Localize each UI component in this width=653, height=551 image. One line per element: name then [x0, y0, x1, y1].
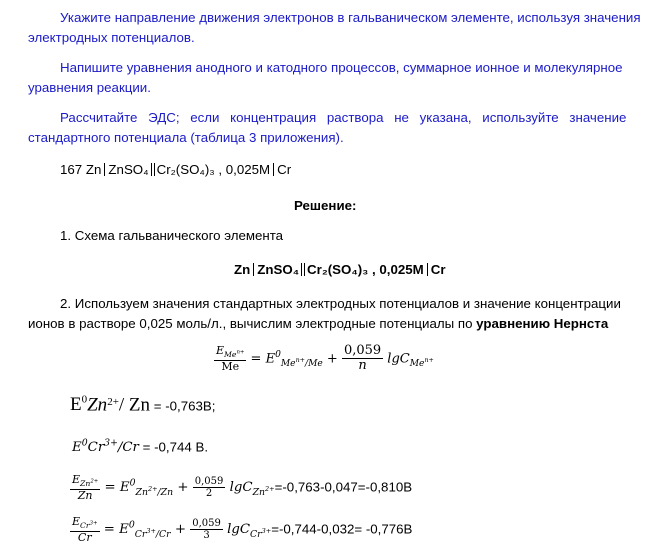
solution-heading: Решение:: [294, 198, 357, 213]
zinc-potential-calc: $\frac{E_{Zn^{2+}}}{Zn}$ = $E^0_{Zn^{2+}/Zn}$ + $\frac{0,059}{2}$ lgC$_{Zn^{2+}}$=-0,763-0,047=-0,810В: [72, 473, 413, 502]
cell-number: 167: [60, 162, 83, 177]
phase-boundary: [253, 263, 254, 276]
zinc-potential-result: =-0,763-0,047=-0,810В: [274, 479, 413, 495]
anode-metal: Zn: [234, 262, 251, 277]
step-1: 1. Схема гальванического элемента: [60, 228, 284, 243]
e0-zinc-line: $E^0Zn^{2+}/$ Zn = -0,763В;: [70, 394, 216, 416]
phase-boundary: [427, 263, 428, 276]
step-2-line-1: 2. Используем значения стандартных электродных потенциалов и значение концентрации: [60, 296, 621, 311]
task-line: электродных потенциалов.: [28, 30, 195, 45]
task-cell-scheme: [60, 162, 291, 177]
step-2-line-2: ионов в растворе 0,025 моль/л., вычислим электродные потенциалы по уравнению Нернста: [28, 316, 609, 331]
cathode-salt: Cr₂(SO₄)₃ , 0,025M: [307, 262, 424, 277]
salt-bridge: [301, 263, 305, 276]
nernst-link-text: уравнению Нернста: [476, 316, 609, 331]
anode-salt: ZnSO₄: [257, 262, 300, 277]
e0-zinc-value: = -0,763В;: [153, 398, 216, 414]
chromium-potential-result: =-0,744-0,032= -0,776В: [271, 521, 413, 537]
cathode-metal: Cr: [277, 162, 292, 177]
phase-boundary: [273, 163, 274, 176]
anode-metal: Zn: [85, 162, 102, 177]
cathode-salt: Cr₂(SO₄)₃ , 0,025M: [156, 162, 271, 177]
task-line: Напишите уравнения анодного и катодного процессов, суммарное ионное и молекулярное: [60, 60, 623, 75]
task-line: стандартного потенциала (таблица 3 приложения).: [28, 130, 344, 145]
salt-bridge: [151, 163, 155, 176]
nernst-equation: $\frac{E_{Me^{n+}}}{Me}$ = $E^0_{Me^{n+}/Me}$ + $\frac{0,059}{n}$ lgC$_{Me^{n+}}$: [216, 343, 434, 374]
chromium-potential-calc: $\frac{E_{Cr^{3+}}}{Cr}$ = $E^0_{Cr^{3+}/Cr}$ + $\frac{0,059}{3}$ lgC$_{Cr^{3+}}$=-0,744-0,032= -0,776В: [72, 515, 413, 544]
task-line: Укажите направление движения электронов в гальваническом элементе, используя значения: [60, 10, 641, 25]
solution-cell-scheme: [234, 262, 446, 277]
e0-chromium-value: = -0,744 В.: [142, 439, 209, 455]
e0-chromium-line: $E^0Cr^{3+}/Cr = -0,744$ В.: [72, 438, 209, 456]
task-line: уравнения реакции.: [28, 80, 151, 95]
phase-boundary: [104, 163, 105, 176]
task-line: Рассчитайте ЭДС; если концентрация раствора не указана, используйте значение: [60, 110, 627, 125]
cathode-metal: Cr: [430, 262, 446, 277]
anode-salt: ZnSO₄: [108, 162, 149, 177]
